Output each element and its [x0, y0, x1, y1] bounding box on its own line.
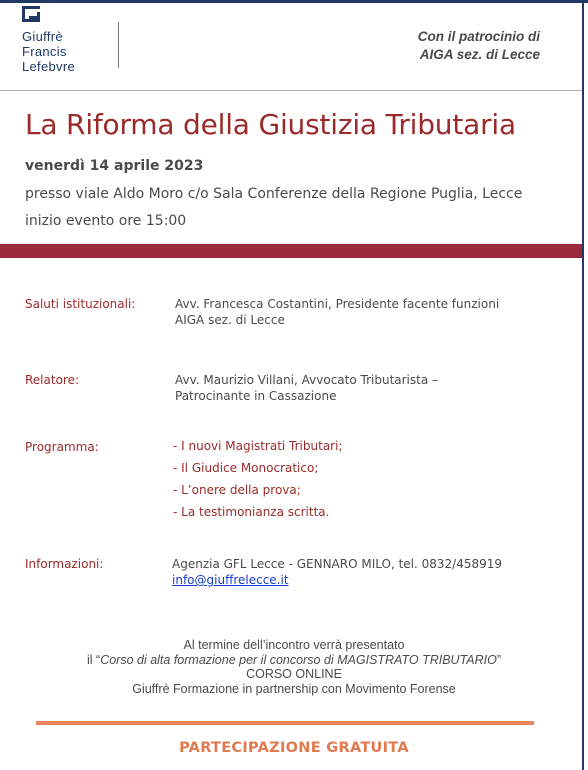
section-band — [0, 244, 582, 258]
closing-line-2: il “Corso di alta formazione per il concorso di MAGISTRATO TRIBUTARIO” — [86, 652, 502, 667]
giuffre-francis-lefebvre-logo — [22, 6, 112, 74]
saluti-label: Saluti istituzionali: — [25, 297, 136, 311]
free-participation-banner: PARTECIPAZIONE GRATUITA — [179, 740, 409, 756]
relatore-text — [175, 372, 438, 404]
event-date: venerdì 14 aprile 2023 — [25, 158, 204, 174]
header-divider — [118, 22, 119, 68]
email-link[interactable]: info@giuffrelecce.it — [172, 573, 289, 587]
saluti-text — [175, 296, 499, 328]
relatore-label: Relatore: — [25, 373, 80, 387]
patronage-note — [418, 28, 540, 64]
gfl-logo-icon — [22, 6, 44, 26]
informazioni-text — [172, 556, 502, 588]
event-place: presso viale Aldo Moro c/o Sala Conferenze della Regione Puglia, Lecce — [25, 186, 523, 202]
saluti-line-1: Avv. Francesca Costantini, Presidente facente funzioni — [175, 297, 500, 311]
patronage-line-1: Con il patrocinio di — [417, 29, 540, 44]
logo-line-2: Francis — [22, 44, 67, 59]
logo-line-3: Lefebvre — [22, 59, 75, 74]
closing-note — [0, 638, 588, 696]
footer-rule — [36, 721, 534, 725]
saluti-line-2: AIGA sez. di Lecce — [175, 313, 285, 327]
relatore-line-2: Patrocinante in Cassazione — [175, 389, 337, 403]
programma-item: - La testimonianza scritta. — [173, 505, 330, 519]
closing-line-1: Al termine dell’incontro verrà presentato — [183, 638, 405, 652]
informazioni-line-1: Agenzia GFL Lecce - GENNARO MILO, tel. 0832/458919 — [172, 557, 503, 571]
programma-list — [173, 435, 342, 523]
relatore-line-1: Avv. Maurizio Villani, Avvocato Tributarista – — [175, 373, 439, 387]
course-title: Corso di alta formazione per il concorso di MAGISTRATO TRIBUTARIO — [100, 652, 497, 667]
programma-item: - L’onere della prova; — [173, 483, 301, 497]
logo-line-1: Giuffrè — [22, 29, 63, 44]
programma-item: - Il Giudice Monocratico; — [173, 461, 319, 475]
patronage-line-2: AIGA sez. di Lecce — [419, 47, 540, 62]
event-title: La Riforma della Giustizia Tributaria — [25, 108, 516, 141]
closing-line-3: CORSO ONLINE — [246, 667, 342, 681]
header-rule — [0, 90, 582, 91]
event-start-time: inizio evento ore 15:00 — [25, 213, 187, 229]
programma-item: - I nuovi Magistrati Tributari; — [173, 439, 343, 453]
informazioni-label: Informazioni: — [25, 557, 104, 571]
closing-line-4: Giuffrè Formazione in partnership con Movimento Forense — [132, 681, 456, 696]
top-border — [0, 0, 588, 3]
programma-label: Programma: — [25, 440, 99, 454]
